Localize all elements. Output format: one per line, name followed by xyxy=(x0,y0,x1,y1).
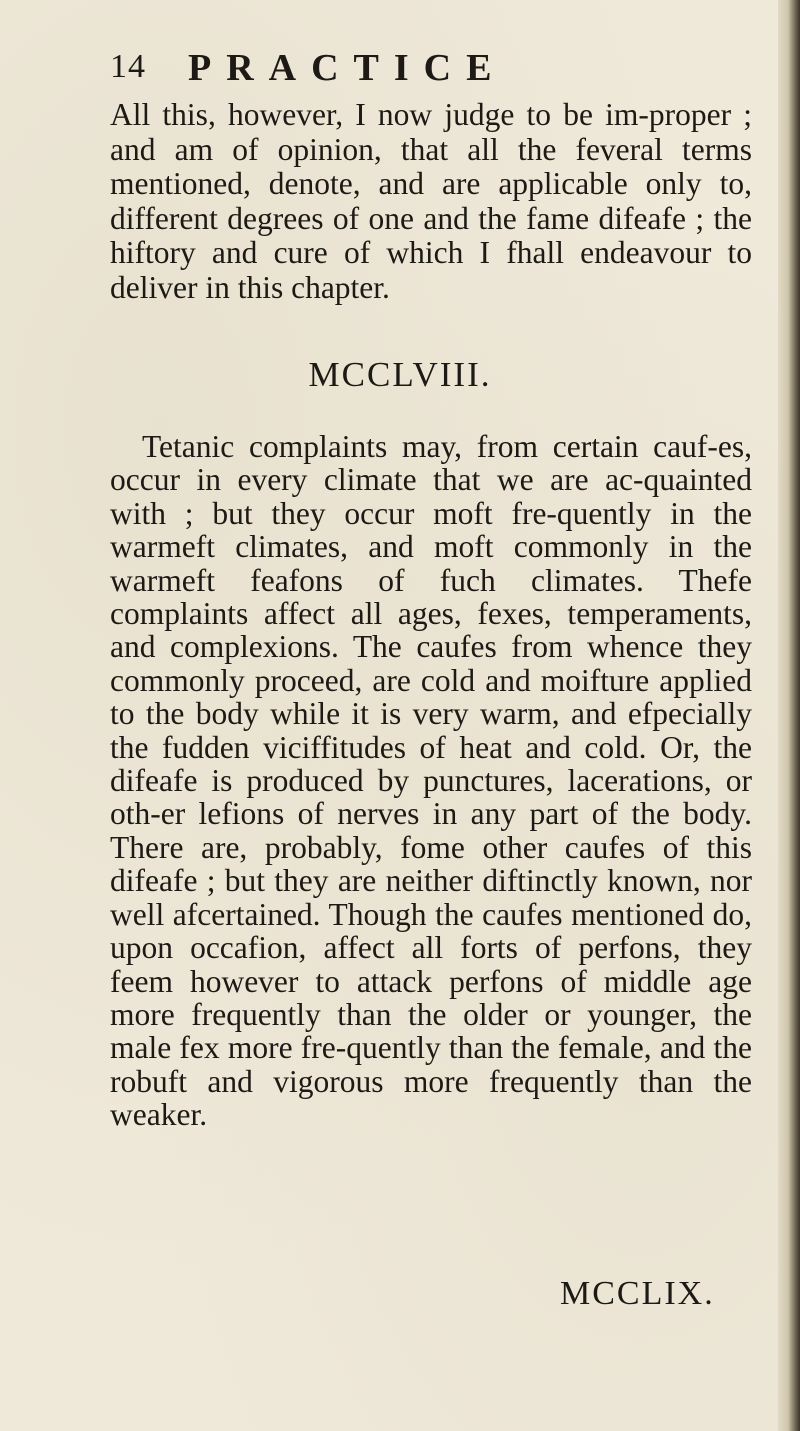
section-heading: MCCLVIII. xyxy=(308,355,492,394)
section-paragraph: Tetanic complaints may, from certain cauf-es, occur in every climate that we are ac-quainted with ; but they occur moft fre-quently in the warmeft climates, and moft commonly in the warmeft feafons of fuch climates. Thefe complaints affect all ages, fexes, temperaments, and complexions. The caufes from whence they commonly proceed, are cold and moifture applied to the body while it is very warm, and efpecially the fudden viciffitudes of heat and cold. Or, the difeafe is produced by punctures, lacerations, or oth-er lefions of nerves in any part of the body. There are, probably, fome other caufes of this difeafe ; but they are neither diftinctly known, nor well afcertained. Though the caufes mentioned do, upon occafion, affect all forts of perfons, they feem however to attack perfons of middle age more frequently than the older or younger, the male fex more fre-quently than the female, and the robuft and vigorous more frequently than the weaker. xyxy=(110,429,752,1133)
running-head: PRACTICE xyxy=(188,47,507,89)
catchword: MCCLIX. xyxy=(560,1275,715,1312)
section-body xyxy=(110,430,752,1132)
intro-paragraph-block xyxy=(110,98,752,305)
page-edge-shadow xyxy=(778,0,800,1431)
page-number: 14 xyxy=(110,48,146,85)
page-header xyxy=(110,44,750,96)
intro-paragraph: All this, however, I now judge to be im-proper ; and am of opinion, that all the feveral terms mentioned, denote, and are applicable only to, different degrees of one and the fame difeafe ; the hiftory and cure of which I fhall endeavour to deliver in this chapter. xyxy=(110,97,752,305)
